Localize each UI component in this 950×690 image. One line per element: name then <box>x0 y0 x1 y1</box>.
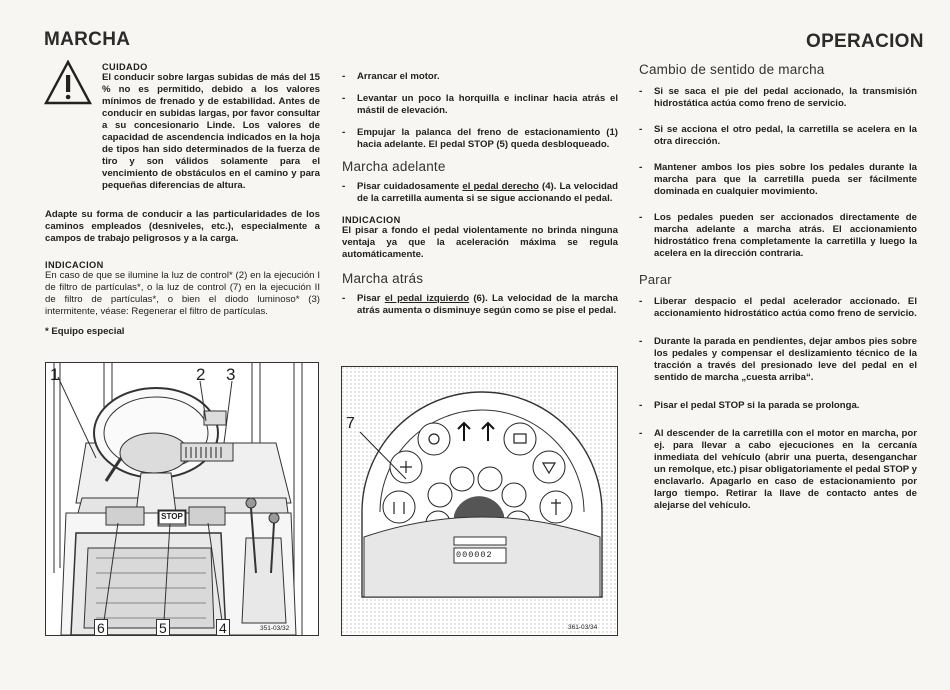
cab-illustration <box>46 363 318 635</box>
marcha-atras-title: Marcha atrás <box>342 271 424 286</box>
figure-1-reference: 351-03/32 <box>260 625 290 632</box>
callout-2: 2 <box>196 365 206 384</box>
equipo-especial-note: * Equipo especial <box>45 326 125 337</box>
list-item: - Pisar cuidadosamente el pedal derecho (4). La velocidad de la carretilla aumenta si se sigue accionando el pedal. <box>342 181 619 204</box>
list-item: - Si se acciona el otro pedal, la carretilla se acelera en la otra dirección. <box>639 124 917 147</box>
callout-5: 5 <box>156 619 170 636</box>
list-item: - Si se saca el pie del pedal accionado, la transmisión hidrostática actúa como freno de servicio. <box>639 86 917 109</box>
indicacion-label-2: INDICACION <box>342 215 401 225</box>
list-item: - Levantar un poco la horquilla e inclinar hacia atrás el mástil de elevación. <box>342 93 618 116</box>
warning-icon <box>44 60 92 106</box>
list-item: - Empujar la palanca del freno de estacionamiento (1) hacia adelante. El pedal STOP (5) queda desbloqueado. <box>342 127 618 150</box>
cuidado-block <box>102 62 320 192</box>
odometer-readout: 000002 <box>456 550 493 560</box>
stop-pedal-label: STOP <box>161 512 183 521</box>
list-item: - Mantener ambos los pies sobre los pedales durante la marcha para que la carretilla pueda ser fácilmente dominada en cualquier movimiento. <box>639 162 917 197</box>
list-item: - Durante la parada en pendientes, dejar ambos pies sobre los pedales y compensar el deslizamiento técnico de la tracción a través del presionado leve del pedal en el sentido de marcha „cuesta arriba“. <box>639 336 917 383</box>
cuidado-text: El conducir sobre largas subidas de más del 15 % no es permitido, debido a los valores mínimos de frenado y de estabilidad. Antes de conducir en subidas largas, por favor consultar a su concesionario Linde. Los valores de capacidad de ascendencia indicados en la hoja de tipos han sido determinados de la fuerza de tiro y son válidos solamente para el vencimiento de obstáculos en el camino y para pequeñas diferencias de altura. <box>102 72 320 191</box>
list-item: - Arrancar el motor. <box>342 71 440 82</box>
pedal-derecho-link: el pedal derecho <box>462 181 539 192</box>
list-item: - Liberar despacio el pedal acelerador accionado. El accionamiento hidrostático actúa como freno de servicio. <box>639 296 917 319</box>
figure-2-reference: 361-03/34 <box>568 624 598 631</box>
callout-4: 4 <box>216 619 230 636</box>
figure-cab-controls <box>45 362 319 636</box>
list-item: - Pisar el pedal izquierdo (6). La velocidad de la marcha atrás aumenta o disminuye según como se pise el pedal. <box>342 293 618 316</box>
indicacion-block-1 <box>45 260 320 338</box>
marcha-adelante-title: Marcha adelante <box>342 159 446 174</box>
indicacion-text-2: El pisar a fondo el pedal violentamente no brinda ninguna ventaja ya que la aceleración máxima se regula automáticamente. <box>342 225 618 260</box>
pedal-izquierdo-link: el pedal izquierdo <box>384 293 470 304</box>
indicacion-label-1: INDICACION <box>45 260 104 270</box>
cambio-title: Cambio de sentido de marcha <box>639 62 825 77</box>
list-item: - Al descender de la carretilla con el motor en marcha, por ej. para llevar a cabo ejecuciones en la cercanía inmediata del vehículo (abrir una puerta, desenganchar un remolque, etc.) pisar obligatoriamente el pedal STOP y enclavarlo. Apagarlo en caso de estacionamiento por largo tiempo. Retirar la llave de contacto antes de alejarse del vehículo. <box>639 428 918 511</box>
list-item: - Pisar el pedal STOP si la parada se prolonga. <box>639 400 860 411</box>
instrument-cluster-illustration <box>342 367 617 635</box>
callout-7: 7 <box>346 415 355 432</box>
list-item: - Los pedales pueden ser accionados directamente de marcha adelante a marcha atrás. El accionamiento hidrostático frena completamente la carretilla y luego la acelera en la dirección contraria. <box>639 212 917 259</box>
column-2 <box>342 71 618 327</box>
parar-title: Parar <box>639 272 672 287</box>
indicacion-text-1: En caso de que se ilumine la luz de control* (2) en la ejecución I de filtro de partículas*, o la luz de control (7) en la ejecución II de filtro de partículas*, o bien el diodo luminoso* (3) intermitente, véase: Regenerar el filtro de partículas. <box>45 270 320 317</box>
figure-instrument-cluster <box>341 366 618 636</box>
adapte-paragraph: Adapte su forma de conducir a las particularidades de los caminos empleados (desniveles, etc.), especialmente a campos de trabajo peligrosos y a la carga. <box>45 209 320 244</box>
section-header-marcha: MARCHA <box>44 29 131 50</box>
column-3 <box>639 62 917 522</box>
section-header-operacion: OPERACION <box>806 31 924 52</box>
cuidado-label: CUIDADO <box>102 62 148 72</box>
callout-1: 1 <box>50 365 60 384</box>
callout-3: 3 <box>226 365 236 384</box>
callout-6: 6 <box>94 619 108 636</box>
